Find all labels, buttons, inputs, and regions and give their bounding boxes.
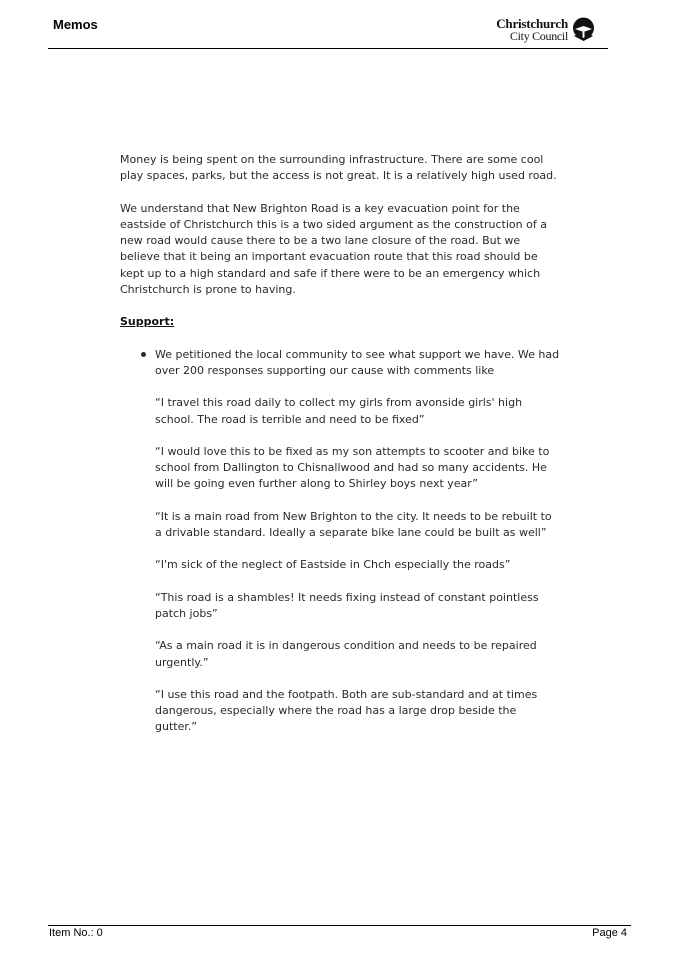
logo-line-2: City Council [509,29,568,43]
quote-item: “As a main road it is in dangerous condition and needs to be repaired urgently.” [155,639,537,669]
support-bullet-text: We petitioned the local community to see what support we have. We had over 200 responses supporting our cause with comments like [155,347,560,377]
council-emblem-icon [571,17,596,42]
memo-body [120,152,560,752]
bullet-dot-icon [141,352,146,357]
footer-page-number: Page 4 [592,927,627,939]
paragraph-evacuation: We understand that New Brighton Road is a key evacuation point for the eastside of Christchurch this is a two sided argument as the construction of a new road would cause there to be a two lane closure of the road. But we believe that it being an important evacuation route that this road should be kept up to a high standard and safe if there were to be an emergency which Christchurch is prone to having. [120,201,547,297]
paragraph-infrastructure: Money is being spent on the surrounding infrastructure. There are some cool play spaces, parks, but the access is not great. It is a relatively high used road. [120,153,557,183]
community-quotes [120,395,560,735]
logo-line-1: Christchurch [496,16,568,31]
quote-item: “It is a main road from New Brighton to the city. It needs to be rebuilt to a drivable standard. Ideally a separate bike lane could be built as well” [155,509,552,540]
header-rule [48,48,608,49]
logo-text [492,17,568,43]
support-heading: Support: [120,315,175,329]
footer-rule [48,925,631,926]
support-bullet [120,347,560,380]
quote-item: “I would love this to be fixed as my son attempts to scooter and bike to school from Dallington to Chisnallwood and had so many accidents. He will be going even further along to Shirley boys next year” [155,444,550,491]
header-title: Memos [53,17,98,32]
footer-item-number: Item No.: 0 [49,927,103,939]
quote-item: “I'm sick of the neglect of Eastside in Chch especially the roads” [155,558,511,572]
quote-item: “I travel this road daily to collect my girls from avonside girls' high school. The road is terrible and need to be fixed” [155,396,523,426]
quote-item: “I use this road and the footpath. Both are sub-standard and at times dangerous, especially where the road has a large drop beside the gutter.” [155,687,538,734]
council-logo [492,17,598,43]
quote-item: “This road is a shambles! It needs fixing instead of constant pointless patch jobs” [155,590,539,620]
